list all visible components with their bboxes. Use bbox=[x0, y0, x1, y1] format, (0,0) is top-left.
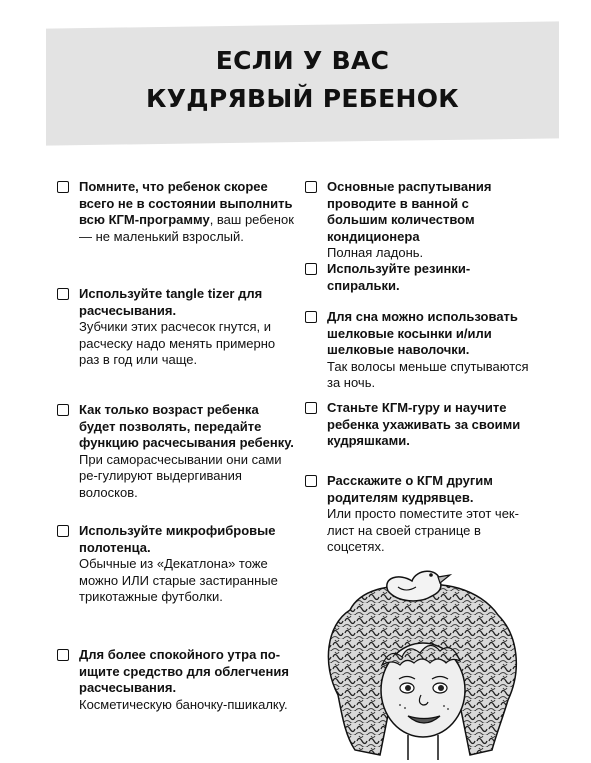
curly-child-illustration bbox=[320, 555, 525, 760]
checklist-item-note: Обычные из «Декатлона» тоже можно ИЛИ старые застиранные трикотажные футболки. bbox=[79, 556, 278, 605]
checklist-item-text bbox=[79, 286, 297, 369]
page-title-line-2: КУДРЯВЫЙ РЕБЕНОК bbox=[145, 84, 460, 113]
checklist-item-note: Зубчики этих расчесок гнутся, и расческу надо менять примерно раз в год или чаще. bbox=[79, 319, 276, 368]
checklist-item-heading: Используйте tangle tizer для расчесывания. bbox=[79, 286, 263, 318]
page-title-line-1: ЕСЛИ У ВАС bbox=[215, 46, 390, 75]
checklist-item-note: Так волосы меньше спутываются за ночь. bbox=[327, 358, 529, 391]
checkbox[interactable] bbox=[57, 404, 69, 416]
checklist-item-heading: Помните, что ребенок скорее всего не в состоянии выполнить всю КГМ-программу, ваш ребенок — не маленький взрослый. bbox=[79, 179, 294, 244]
checklist-item-heading: Используйте микрофибровые полотенца. bbox=[79, 523, 276, 555]
checklist-item bbox=[57, 647, 297, 713]
page-title bbox=[46, 42, 559, 118]
checklist-item-text bbox=[327, 179, 530, 262]
checklist-item-note: Полная ладонь. bbox=[327, 245, 424, 261]
checkbox[interactable] bbox=[305, 181, 317, 193]
checklist-item-heading: Для более спокойного утра по-ищите средство для облегчения расчесывания. bbox=[79, 647, 289, 696]
checklist-item bbox=[57, 179, 302, 245]
checkbox[interactable] bbox=[57, 649, 69, 661]
checklist-item bbox=[305, 179, 530, 262]
checkbox[interactable] bbox=[57, 288, 69, 300]
checkbox[interactable] bbox=[57, 181, 69, 193]
checklist-item-text bbox=[327, 261, 485, 294]
checkbox[interactable] bbox=[305, 263, 317, 275]
checkbox[interactable] bbox=[57, 525, 69, 537]
checklist-item-heading: Используйте резинки-спиральки. bbox=[327, 261, 471, 293]
checklist-item-heading: Станьте КГМ-гуру и научите ребенка ухаживать за своими кудряшками. bbox=[327, 400, 521, 449]
checklist-item bbox=[57, 523, 297, 606]
checklist-item-heading: Расскажите о КГМ другим родителям кудрявцев. bbox=[327, 473, 493, 505]
checklist-item-text bbox=[327, 400, 530, 450]
checklist-item-heading: Для сна можно использовать шелковые косынки и/или шелковые наволочки. bbox=[327, 309, 518, 358]
checkbox[interactable] bbox=[305, 311, 317, 323]
checklist-item bbox=[57, 286, 297, 369]
checklist-item-text bbox=[79, 647, 297, 713]
checklist-item-text bbox=[327, 473, 520, 556]
checklist-item-text bbox=[79, 402, 297, 502]
checklist-item bbox=[305, 309, 530, 392]
checklist-item-text bbox=[327, 309, 530, 392]
checklist-item bbox=[305, 261, 485, 294]
checklist-item-heading: Как только возраст ребенка будет позволять, передайте функцию расчесывания ребенку. bbox=[79, 402, 294, 451]
checklist-item-text bbox=[79, 523, 297, 606]
checkbox[interactable] bbox=[305, 402, 317, 414]
checklist-item-text bbox=[79, 179, 302, 245]
checklist-item bbox=[305, 473, 520, 556]
checklist-item-note: Или просто поместите этот чек-лист на своей странице в соцсетях. bbox=[327, 506, 519, 555]
checkbox[interactable] bbox=[305, 475, 317, 487]
checklist-item bbox=[57, 402, 297, 502]
checklist-item bbox=[305, 400, 530, 450]
checklist-item-note: При саморасчесывании они сами ре-гулируют выдергивания волосков. bbox=[79, 451, 282, 500]
checklist-item-heading: Основные распутывания проводите в ванной с большим количеством кондиционера bbox=[327, 179, 492, 244]
checklist-item-note: Косметическую баночку-пшикалку. bbox=[79, 696, 288, 712]
